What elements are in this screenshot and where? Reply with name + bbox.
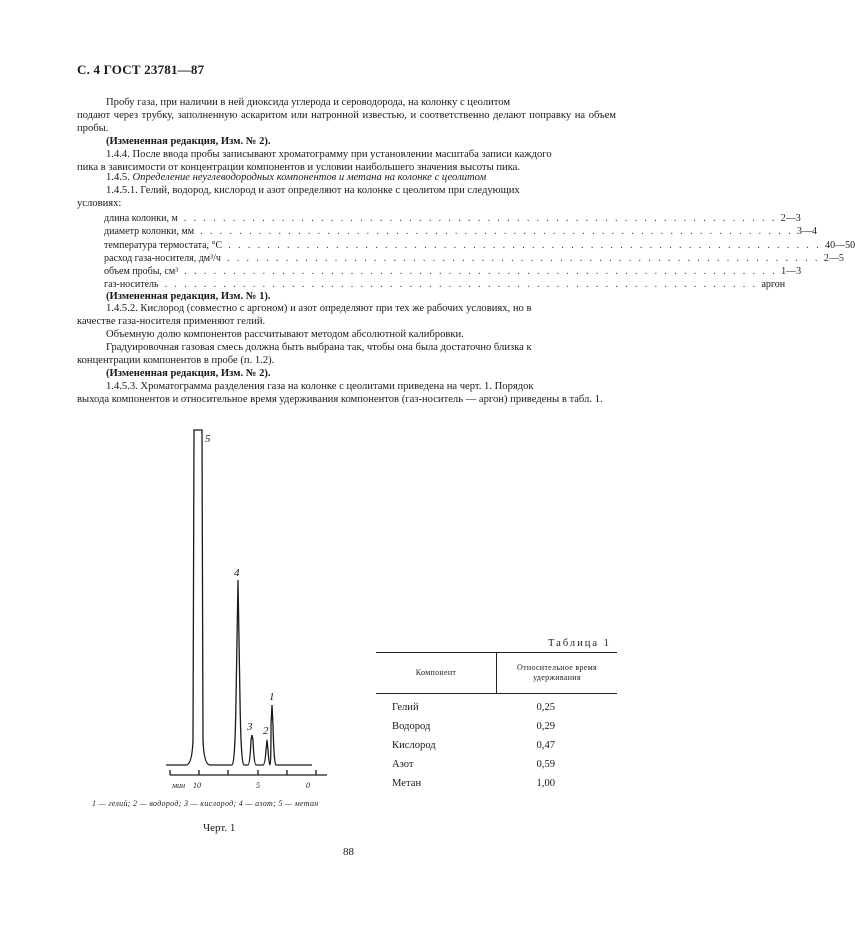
section-number: 1.4.5. <box>106 172 130 183</box>
revision-note-1: (Измененная редакция, Изм. № 2). <box>106 136 271 147</box>
condition-row: газ-носитель . . . . . . . . . . . . . . . . . . . . . . . . . . . . . . . . . . . . . . . . . . . . . . . . . . . . . . . . . . . . . аргон <box>104 279 786 291</box>
table-row <box>376 755 617 774</box>
paragraph-calibration-line1: Градуировочная газовая смесь должна быть выбрана так, чтобы она была достаточно близка к <box>106 342 532 353</box>
page-number: 88 <box>343 846 354 858</box>
revision-note-2: (Измененная редакция, Изм. № 1). <box>106 291 271 302</box>
peak-label-1: 1 <box>269 691 275 703</box>
condition-row: длина колонки, м . . . . . . . . . . . . . . . . . . . . . . . . . . . . . . . . . . . . . . . . . . . . . . . . . . . . . . . . . . . . . 2—3 <box>104 213 801 224</box>
retention-table <box>376 652 617 793</box>
table-header-retention: Относительное время удерживания <box>497 653 618 694</box>
table-cell-component: Азот <box>392 759 414 770</box>
table-cell-component: Кислород <box>392 740 436 751</box>
table-row <box>376 694 617 718</box>
table-cell-component: Метан <box>392 778 422 789</box>
table-cell-component: Водород <box>392 721 431 732</box>
table-header-component: Компонент <box>376 653 497 694</box>
paragraph-1-4-4-rest: пика в зависимости от концентрации компонентов и условии наибольшего значения высоты пика. <box>77 162 521 173</box>
condition-row: температура термостата, °С . . . . . . . . . . . . . . . . . . . . . . . . . . . . . . . . . . . . . . . . . . . . . . . . . . . . . . . . . . . . . 40—50 <box>104 239 855 251</box>
tick-label-10: 10 <box>193 781 201 790</box>
chromatogram-trace <box>166 430 312 765</box>
paragraph-1-4-5-1-line1: 1.4.5.1. Гелий, водород, кислород и азот определяют на колонке с цеолитом при следующих <box>106 185 520 196</box>
condition-row: диаметр колонки, мм . . . . . . . . . . . . . . . . . . . . . . . . . . . . . . . . . . . . . . . . . . . . . . . . . . . . . . . . . . . . . 3—4 <box>104 226 817 238</box>
table-row <box>376 717 617 736</box>
revision-note-3: (Измененная редакция, Изм. № 2). <box>106 368 271 379</box>
paragraph-1-4-5-3-rest: выхода компонентов и относительное время удерживания компонентов (газ-носитель — аргон) приведены в табл. 1. <box>77 394 603 405</box>
condition-row: объем пробы, см³ . . . . . . . . . . . . . . . . . . . . . . . . . . . . . . . . . . . . . . . . . . . . . . . . . . . . . . . . . . . . . 1—3 <box>104 266 802 278</box>
table-cell-value: 0,47 <box>536 740 556 751</box>
peak-label-4: 4 <box>234 567 240 579</box>
paragraph-1-4-5-1-rest: условиях: <box>77 198 122 209</box>
table-title: Таблица 1 <box>548 638 611 649</box>
paragraph-1-4-5-3-line1: 1.4.5.3. Хроматограмма разделения газа на колонке с цеолитами приведена на черт. 1. Порядок <box>106 381 534 392</box>
peak-label-2: 2 <box>263 725 269 737</box>
paragraph-1-4-5-2-rest: качестве газа-носителя применяют гелий. <box>77 316 266 327</box>
peak-label-5: 5 <box>205 433 211 445</box>
figure-caption: Черт. 1 <box>203 822 236 834</box>
paragraph-volume: Объемную долю компонентов рассчитывают методом абсолютной калибровки. <box>106 329 464 340</box>
page-header: С. 4 ГОСТ 23781—87 <box>77 62 205 77</box>
table-cell-value: 1,00 <box>536 778 556 789</box>
table-cell-component: Гелий <box>392 702 419 713</box>
paragraph-sample-line1: Пробу газа, при наличии в ней диоксида углерода и сероводорода, на колонку с цеолитом <box>106 97 511 108</box>
paragraph-1-4-5-2-line1: 1.4.5.2. Кислород (совместно с аргоном) и азот определяют при тех же рабочих условиях, но в <box>106 303 532 314</box>
paragraph-calibration-rest: концентрации компонентов в пробе (п. 1.2). <box>77 355 275 366</box>
tick-label-5: 5 <box>256 781 260 790</box>
axis-unit: мин <box>172 781 186 790</box>
chromatogram-legend: 1 — гелий; 2 — водород; 3 — кислород; 4 — азот; 5 — метан <box>92 799 319 808</box>
tick-label-0: 0 <box>306 781 310 790</box>
table-cell-value: 0,25 <box>536 702 556 713</box>
condition-row: расход газа-носителя, дм³/ч . . . . . . . . . . . . . . . . . . . . . . . . . . . . . . . . . . . . . . . . . . . . . . . . . . . . . . . . . . . . . 2—5 <box>104 252 844 264</box>
table-cell-value: 0,59 <box>536 759 556 770</box>
table-cell-value: 0,29 <box>536 721 556 732</box>
peak-label-3: 3 <box>247 721 253 733</box>
table-row <box>376 736 617 755</box>
paragraph-sample-rest: подают через трубку, заполненную аскаритом или натронной известью, и соответственно делают поправку на объем пробы. <box>77 110 616 135</box>
table-row <box>376 774 617 793</box>
section-title: Определение неуглеводородных компонентов и метана на колонке с цеолитом <box>132 172 487 183</box>
paragraph-1-4-4-line1: 1.4.4. После ввода пробы записывают хроматограмму при установлении масштаба записи каждого <box>106 149 552 160</box>
